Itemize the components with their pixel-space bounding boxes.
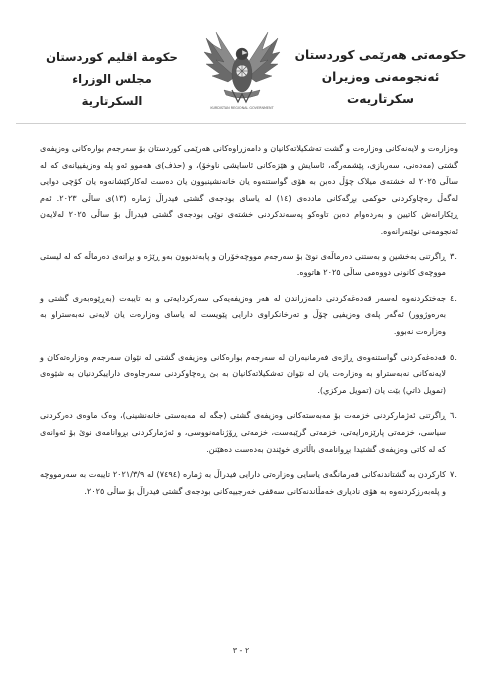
list-item (40, 466, 458, 499)
item-number: ٧. (450, 469, 457, 480)
letterhead-arabic-line-3: السكرتارية (81, 94, 143, 108)
kurdistan-eagle-emblem-icon (198, 24, 286, 112)
item-number: ٣. (450, 250, 457, 261)
list-item (40, 349, 458, 399)
item-text: ڕاگرتنی ئەژمارکردنی خزمەت بۆ مەبەستەکانی وەزیفەی گشتی (جگە لە مەبەستی خانەنشینی)، وەک ماوەی دەرکردنی سیاسی، خزمەتی پارێزەرایەتی، خزمەتی گرێبەست، خزمەتی ڕۆژنامەنووسی، و ئەژمارکردنی بڕوانامەی نوێ بۆ ئەوانەی کە لە کاتی وەزیفەی گشتیدا بڕوانامەی باڵاتری خوێندن بەدەست دەهێنن. (40, 410, 446, 454)
letterhead-kurdish-line-1: حکومەتی هەرێمی کوردستان (294, 48, 467, 62)
document-body (40, 140, 458, 508)
header-divider (16, 123, 466, 124)
list-item (40, 248, 458, 281)
item-text: کارکردن بە گشتاندنەکانی فەرمانگەی یاسایی وەزارەتی دارایی فیدراڵ بە ژمارە (٧٤٩٤) لە ٢٠٢١/٣/٩ تایبەت بە سەرمووچە و پلەبەرزکردنەوە بە هۆی نادیاری خەمڵاندنەکانی سەقفی خەرجییەکانی بودجەی گشتی فیدراڵ بۆ ساڵی ٢٠٢٥. (40, 469, 447, 496)
letterhead-arabic (32, 46, 192, 112)
item-number: ٥. (450, 351, 457, 362)
item-text: ڕاگرتنی بەخشین و بەستنی دەرماڵەی نوێ بۆ سەرجەم مووچەخۆران و پابەندبوون بەو ڕێژە و بڕانەی دەرماڵە کە لە لیستی مووچەی کانونی دووەمی ساڵی ٢٠٢٥ هاتووە. (40, 250, 446, 278)
letterhead-kurdish (293, 44, 468, 110)
list-item (40, 290, 458, 340)
letterhead-arabic-line-2: مجلس الوزراء (72, 72, 152, 86)
item-number: ٤. (450, 292, 457, 303)
page-number: ٢ - ٣ (232, 646, 250, 655)
letterhead-arabic-line-1: حكومة اقليم كوردستان (46, 50, 178, 64)
letterhead-kurdish-line-3: سکرتاریەت (346, 92, 415, 106)
item-text: قەدەغەکردنی گواستنەوەی ڕاژەی فەرمانبەران لە سەرجەم بوارەکانی وەزیفەی گشتی لە نێوان سەرجەم وەزارەتەکان و لایەنەکانی نەبەستراو بە وەزارەت یان لە نێوان تەشکیلاتەکانیان بە بێ ڕەچاوکردنی سەرجاوەی داراییکردنیان بە شێوەی (تمویل ذاتي) بێت یان (تمویل مرکزي). (40, 351, 446, 395)
emblem-caption: KURDISTAN REGIONAL GOVERNMENT (210, 106, 274, 110)
list-item (40, 407, 458, 457)
item-number: ٦. (450, 410, 457, 421)
item-text: جەختکردنەوە لەسەر قەدەغەکردنی دامەزراندن لە هەر وەزیفەیەکی سەرکردایەتی و بە تایبەت (بەڕێوەبەری گشتی و بەرەوژوور) ئەگەر پلەی وەزیفیی چۆڵ و تەرخانکراوی دارایی پێویست لە یاسای وەزارەت یان لایەنی نەبەستراو بە وەزارەت نەبوو. (40, 292, 446, 336)
intro-paragraph: وەزارەت و لایەنەکانی وەزارەت و گشت تەشکیلاتەکانیان و دامەزراوەکانی هەرێمی کوردستان بۆ سەرجەم بوارەکانی وەزیفەی گشتی (مەدەنی، سەربازی، پێشمەرگە، ئاسایش و هێزەکانی ئاسایشی ناوخۆ)، و (حذف)ی هەموو ئەو پلە وەزیفییانەی کە لە ساڵی ٢٠٢٥ لە خشتەی میلاک چۆڵ دەبن بە هۆی گواستنەوە یان خانەنشینبوون یان دەست لەکارکێشانەوە یان کۆچی دوایی لەگەڵ رەچاوکردنی حوکمی بڕگەکانی ماددەی (١٤) لە یاسای بودجەی گشتی فیدراڵ ژمارە (١٣)ی ساڵی ٢٠٢٣. ئەم ڕێکارانەش کاتیین و بەردەوام دەبن تاوەکو پەسەندکردنی خشتەی نوێی بودجەی گشتی فیدراڵ بۆ ساڵی ٢٠٢٥ لەلایەن ئەنجومەنی نوێنەرانەوە. (40, 143, 459, 236)
letterhead-kurdish-line-2: ئەنجومەنی وەزیران (321, 70, 440, 84)
letterhead (0, 8, 482, 116)
